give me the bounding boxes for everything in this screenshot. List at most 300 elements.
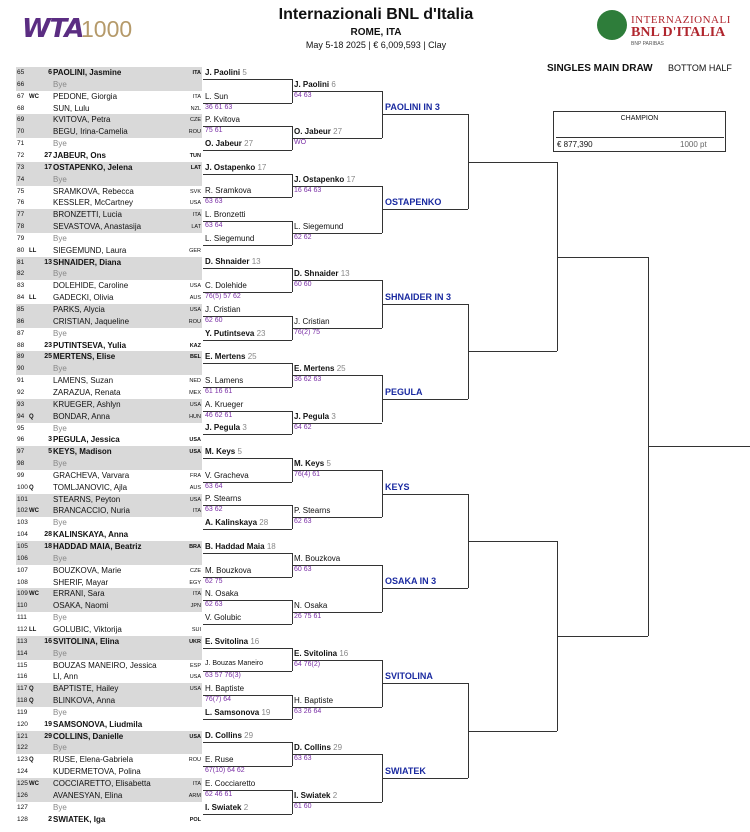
seed-number: 13 (44, 258, 52, 266)
bracket-line (292, 423, 382, 424)
draw-entry-row[interactable] (16, 233, 202, 245)
bracket-line (292, 280, 382, 281)
draw-entry-row[interactable] (16, 79, 202, 91)
draw-entry-row[interactable] (16, 671, 202, 683)
draw-entry-row[interactable] (16, 292, 202, 304)
round1-winner[interactable] (205, 186, 251, 195)
draw-position: 116 (17, 673, 28, 681)
draw-entry-row[interactable] (16, 316, 202, 328)
bracket-line (382, 778, 468, 779)
draw-position: 101 (17, 495, 28, 503)
draw-entry-row[interactable] (16, 280, 202, 292)
player-name: Bye (53, 518, 67, 528)
player-name: R. Sramkova (205, 186, 252, 196)
seed-number: 25 (44, 353, 52, 361)
tournament-logo-text: INTERNAZIONALI (631, 14, 731, 26)
draw-entry-row[interactable] (16, 612, 202, 624)
player-name: Bye (53, 423, 67, 433)
round2-winner[interactable] (294, 269, 350, 278)
player-name: L. Bronzetti (205, 210, 246, 220)
draw-entry-row[interactable] (16, 245, 202, 257)
country-code: ITA (192, 591, 201, 598)
bracket-line (292, 375, 382, 376)
draw-entry-row[interactable] (16, 754, 202, 766)
draw-position: 110 (17, 602, 28, 610)
bracket-line (382, 304, 468, 305)
draw-position: 126 (17, 791, 28, 799)
draw-entry-row[interactable] (16, 541, 202, 553)
seed-number: 29 (244, 731, 254, 741)
draw-position: 127 (17, 803, 28, 811)
draw-entry-row[interactable] (16, 340, 202, 352)
round1-winner[interactable] (205, 779, 255, 788)
seed-number: 6 (331, 79, 336, 89)
draw-entry-row[interactable] (16, 103, 202, 115)
bracket-line (203, 221, 292, 222)
draw-entry-row[interactable] (16, 257, 202, 269)
round1-winner[interactable] (205, 257, 261, 266)
draw-entry-row[interactable] (16, 707, 202, 719)
seed-number: 13 (340, 269, 350, 279)
player-name: O. Jabeur (294, 127, 331, 137)
player-name: ZARAZUA, Renata (53, 387, 121, 397)
player-name: SVITOLINA, Elina (53, 636, 120, 646)
round1-winner[interactable] (205, 755, 233, 764)
round1-winner[interactable] (205, 210, 245, 219)
bracket-line (203, 387, 292, 388)
draw-type-label: SINGLES MAIN DRAW (547, 63, 653, 74)
country-code: BEL (190, 354, 201, 361)
player-name: BONDAR, Anna (53, 411, 110, 421)
draw-position: 73 (17, 163, 25, 171)
round1-winner[interactable] (205, 660, 263, 667)
round2-winner[interactable] (294, 601, 327, 610)
round3-winner[interactable]: SVITOLINA (385, 671, 433, 682)
draw-entry-row[interactable] (16, 577, 202, 589)
player-name: Bye (53, 174, 67, 184)
draw-position: 79 (17, 234, 25, 242)
match-score: 63 63 (294, 755, 312, 763)
player-name: Bye (53, 79, 67, 89)
round1-winner[interactable] (205, 708, 270, 717)
bracket-line (292, 802, 382, 803)
draw-entry-row[interactable] (16, 505, 202, 517)
country-code: NED (189, 378, 201, 385)
draw-entry-row[interactable] (16, 636, 202, 648)
player-name: V. Golubic (205, 612, 242, 622)
draw-position: 65 (17, 69, 25, 76)
round1-winner[interactable] (205, 115, 240, 124)
bracket-line (203, 482, 292, 483)
seed-number: 16 (250, 636, 260, 646)
seed-number: 17 (44, 163, 52, 171)
draw-entry-row[interactable] (16, 328, 202, 340)
player-name: M. Keys (205, 447, 236, 457)
round3-winner[interactable]: SHNAIDER IN 3 (385, 292, 452, 302)
entry-type: LL (29, 626, 37, 633)
country-code: AUS (189, 484, 201, 491)
round2-winner[interactable] (294, 80, 336, 89)
country-code: HUN (189, 413, 201, 420)
draw-entry-row[interactable] (16, 197, 202, 209)
bracket-line (203, 814, 292, 815)
seed-number: 3 (48, 436, 52, 444)
draw-position: 76 (17, 199, 25, 207)
round1-winner[interactable] (205, 447, 242, 456)
seed-number: 27 (244, 138, 254, 148)
round3-winner[interactable]: KEYS (385, 481, 410, 492)
country-code: AUS (189, 295, 201, 302)
player-name: D. Shnaider (294, 269, 339, 279)
round2-winner[interactable] (294, 743, 342, 752)
round2-winner[interactable] (294, 412, 336, 421)
draw-entry-row[interactable] (16, 399, 202, 411)
draw-position: 111 (17, 614, 27, 622)
bracket-line (557, 636, 648, 637)
country-code: USA (189, 437, 201, 444)
match-score: 64 76(2) (294, 660, 321, 668)
draw-entry-row[interactable] (16, 221, 202, 233)
match-score: 62 62 (294, 233, 312, 241)
seed-number: 27 (44, 151, 52, 159)
draw-entry-row[interactable] (16, 458, 202, 470)
round2-winner[interactable] (294, 459, 331, 468)
tournament-logo-emblem (597, 10, 627, 40)
draw-entry-row[interactable] (16, 731, 202, 743)
draw-entry-row[interactable] (16, 375, 202, 387)
player-name: DOLEHIDE, Caroline (53, 281, 129, 291)
player-name: J. Pegula (205, 423, 241, 433)
country-code: LAT (191, 224, 201, 231)
player-name: SUN, Lulu (53, 103, 90, 113)
draw-entry-row[interactable] (16, 209, 202, 221)
country-code: USA (189, 200, 201, 207)
draw-entry-row[interactable] (16, 778, 202, 790)
draw-position: 66 (17, 80, 25, 88)
seed-number: 18 (44, 543, 52, 550)
player-name: Bye (53, 802, 67, 812)
round1-winner[interactable] (205, 400, 243, 409)
match-score: 75 61 (205, 127, 223, 135)
draw-entry-row[interactable] (16, 162, 202, 174)
bracket-line (292, 754, 382, 755)
player-name: J. Cristian (294, 316, 330, 326)
round1-winner[interactable] (205, 234, 254, 243)
seed-number: 18 (266, 541, 276, 551)
country-code: USA (189, 307, 201, 313)
player-name: LAMENS, Suzan (53, 376, 114, 386)
round1-winner[interactable] (205, 589, 238, 598)
draw-entry-row[interactable] (16, 494, 202, 506)
draw-entry-row[interactable] (16, 624, 202, 636)
seed-number: 19 (261, 707, 271, 717)
player-name: SRAMKOVA, Rebecca (53, 186, 134, 196)
round1-winner[interactable] (205, 731, 253, 740)
draw-entry-row[interactable] (16, 553, 202, 565)
round2-winner[interactable] (294, 364, 346, 373)
bracket-line (292, 612, 382, 613)
draw-entry-row[interactable] (16, 719, 202, 731)
round1-winner[interactable] (205, 352, 257, 361)
bracket-line (203, 316, 292, 317)
bracket-line (203, 577, 292, 578)
draw-entry-row[interactable] (16, 766, 202, 778)
round1-winner[interactable] (205, 163, 266, 172)
draw-position: 128 (17, 815, 28, 823)
player-name: SEVASTOVA, Anastasija (53, 222, 142, 232)
draw-entry-row[interactable] (16, 482, 202, 494)
draw-entry-row[interactable] (16, 186, 202, 198)
bracket-line (203, 505, 292, 506)
player-name: COLLINS, Danielle (53, 731, 124, 741)
player-name: Bye (53, 139, 67, 149)
draw-entry-row[interactable] (16, 114, 202, 126)
round1-winner[interactable] (205, 305, 241, 314)
draw-entry-row[interactable] (16, 174, 202, 186)
draw-entry-row[interactable] (16, 790, 202, 802)
player-name: C. Dolehide (205, 281, 247, 291)
seed-number: 25 (336, 364, 346, 374)
draw-entry-row[interactable] (16, 91, 202, 103)
country-code: USA (189, 496, 201, 503)
bracket-line (203, 292, 292, 293)
match-score: 76(2) 75 (294, 328, 321, 336)
round2-winner[interactable] (294, 554, 340, 563)
round2-winner[interactable] (294, 696, 333, 705)
round1-winner[interactable] (205, 803, 248, 812)
draw-position: 74 (17, 175, 25, 183)
round2-winner[interactable] (294, 317, 330, 326)
draw-entry-row[interactable] (16, 434, 202, 446)
player-name: BRANCACCIO, Nuria (53, 506, 130, 516)
player-name: PAOLINI, Jasmine (53, 68, 122, 77)
seed-number: 29 (333, 743, 343, 753)
seed-number: 5 (48, 448, 52, 456)
draw-entry-row[interactable] (16, 695, 202, 707)
tournament-info: May 5-18 2025 | € 6,009,593 | Clay (305, 40, 447, 50)
round1-winner[interactable] (205, 494, 241, 503)
player-name: A. Krueger (205, 399, 244, 409)
bracket-line (203, 174, 292, 175)
draw-position: 70 (17, 128, 25, 136)
bracket-line (203, 126, 292, 127)
draw-position: 120 (17, 720, 28, 728)
player-name: KESSLER, McCartney (53, 198, 134, 208)
draw-entry-row[interactable] (16, 351, 202, 363)
player-name: Bye (53, 364, 67, 374)
round1-winner[interactable] (205, 518, 268, 527)
draw-entry-row[interactable] (16, 529, 202, 541)
draw-position: 119 (17, 708, 28, 716)
round2-winner[interactable] (294, 175, 355, 184)
player-name: GRACHEVA, Varvara (53, 470, 130, 480)
player-name: J. Paolini (205, 67, 241, 77)
player-name: N. Osaka (205, 589, 239, 599)
country-code: ARM (188, 792, 201, 799)
draw-entry-row[interactable] (16, 304, 202, 316)
match-score: 63 62 (205, 506, 223, 514)
match-score: 76(5) 57 62 (205, 293, 241, 301)
round2-winner[interactable] (294, 222, 343, 231)
draw-entry-row[interactable] (16, 150, 202, 162)
entry-type: Q (29, 413, 34, 420)
country-code: ITA (192, 212, 201, 219)
player-name: BRONZETTI, Lucia (53, 210, 122, 220)
player-name: J. Cristian (205, 304, 241, 314)
draw-position: 104 (17, 531, 28, 539)
round1-winner[interactable] (205, 684, 244, 693)
round1-winner[interactable] (205, 613, 241, 622)
round2-winner[interactable] (294, 791, 337, 800)
match-score: 64 63 (294, 91, 312, 99)
country-code: ROU (188, 318, 201, 325)
country-code: CZE (190, 117, 201, 124)
player-name: V. Gracheva (205, 470, 249, 480)
draw-entry-row[interactable] (16, 268, 202, 280)
country-code: UKR (189, 638, 201, 645)
bracket-line (382, 588, 468, 589)
country-code: USA (189, 686, 201, 693)
round1-winner[interactable] (205, 542, 276, 551)
match-score: 63 26 64 (294, 707, 322, 715)
round1-winner[interactable] (205, 329, 266, 338)
bracket-line (203, 695, 292, 696)
draw-entry-row[interactable] (16, 648, 202, 660)
player-name: E. Cocciaretto (205, 778, 256, 788)
seed-number: 23 (256, 328, 266, 338)
draw-position: 68 (17, 104, 25, 112)
entry-type: Q (29, 757, 34, 764)
round1-winner[interactable] (205, 423, 247, 432)
player-name: J. Pegula (294, 411, 330, 421)
player-name: Bye (53, 613, 67, 623)
round3-winner[interactable]: OSTAPENKO (385, 197, 442, 208)
entry-type: WC (29, 93, 39, 100)
seed-number: 28 (44, 531, 52, 539)
draw-entry-row[interactable] (16, 742, 202, 754)
draw-entry-row[interactable] (16, 387, 202, 399)
player-name: Bye (53, 459, 67, 469)
bracket-line (203, 245, 292, 246)
country-code: ITA (192, 781, 201, 787)
seed-number: 6 (48, 69, 52, 76)
round2-winner[interactable] (294, 127, 342, 136)
match-score: 36 61 63 (205, 103, 233, 111)
champion-prize: € 877,390 (557, 140, 593, 149)
player-name: M. Bouzkova (294, 553, 341, 563)
round1-winner[interactable] (205, 637, 259, 646)
match-score: 60 60 (294, 281, 312, 289)
seed-number: 5 (237, 447, 242, 457)
round2-winner[interactable] (294, 649, 348, 658)
bracket-line (203, 268, 292, 269)
champion-label: CHAMPION (620, 115, 659, 122)
match-score: 46 62 61 (205, 411, 233, 419)
player-name: KEYS, Madison (53, 447, 112, 457)
draw-entry-row[interactable] (16, 446, 202, 458)
draw-entry-row[interactable] (16, 814, 202, 826)
bracket-line (203, 363, 292, 364)
draw-entry-row[interactable] (16, 683, 202, 695)
draw-entry-row[interactable] (16, 517, 202, 529)
round1-winner[interactable] (205, 471, 249, 480)
seed-number: 17 (257, 162, 267, 172)
draw-entry-row[interactable] (16, 363, 202, 375)
round2-winner[interactable] (294, 506, 330, 515)
draw-half-label: BOTTOM HALF (668, 63, 732, 73)
draw-entry-row[interactable] (16, 565, 202, 577)
country-code: ITA (192, 70, 201, 76)
player-name: I. Swiatek (205, 802, 242, 812)
draw-entry-row[interactable] (16, 138, 202, 150)
draw-position: 118 (17, 697, 28, 705)
seed-number: 3 (242, 423, 247, 433)
country-code: USA (189, 733, 201, 740)
draw-entry-row[interactable] (16, 67, 202, 79)
draw-entry-row[interactable] (16, 470, 202, 482)
country-code: USA (189, 449, 201, 456)
seed-number: 16 (339, 648, 349, 658)
country-code: CZE (190, 567, 201, 574)
player-name: SHNAIDER, Diana (53, 257, 122, 267)
player-name: Bye (53, 707, 67, 717)
country-code: POL (189, 816, 201, 823)
bracket-line (203, 197, 292, 198)
country-code: FRA (190, 472, 201, 479)
draw-entry-row[interactable] (16, 126, 202, 138)
draw-entry-row[interactable] (16, 660, 202, 672)
round1-winner[interactable] (205, 92, 228, 101)
round3-winner[interactable]: OSAKA IN 3 (385, 576, 437, 587)
entry-type: WC (29, 781, 39, 787)
draw-entry-row[interactable] (16, 423, 202, 435)
round1-winner[interactable] (205, 376, 243, 385)
player-name: STEARNS, Peyton (53, 494, 121, 504)
player-name: KRUEGER, Ashlyn (53, 399, 121, 409)
player-name: M. Bouzkova (205, 565, 252, 575)
player-name: P. Stearns (294, 506, 331, 516)
draw-entry-row[interactable] (16, 802, 202, 814)
player-name: B. Haddad Maia (205, 541, 265, 551)
draw-position: 71 (17, 140, 25, 148)
player-name: L. Sun (205, 91, 229, 101)
draw-position: 90 (17, 365, 25, 373)
player-name: Bye (53, 269, 67, 279)
bracket-line (203, 411, 292, 412)
bracket-line (292, 470, 382, 471)
round3-winner[interactable]: SWIATEK (385, 766, 426, 776)
draw-entry-row[interactable] (16, 600, 202, 612)
player-name: J. Ostapenko (205, 162, 256, 172)
tournament-title: Internazionali BNL d'Italia (278, 6, 474, 23)
round1-winner[interactable] (205, 139, 253, 148)
player-name: H. Baptiste (294, 695, 334, 705)
seed-number: 5 (326, 458, 331, 468)
bracket-line (203, 600, 292, 601)
round1-winner[interactable] (205, 566, 251, 575)
draw-position: 99 (17, 471, 25, 479)
round1-winner[interactable] (205, 281, 247, 290)
draw-position: 98 (17, 460, 25, 468)
round3-winner[interactable]: PEGULA (385, 386, 423, 397)
bracket-line (292, 565, 382, 566)
player-name: KUDERMETOVA, Polina (53, 767, 141, 777)
draw-position: 121 (17, 732, 28, 740)
draw-entry-row[interactable] (16, 588, 202, 600)
draw-entry-row[interactable] (16, 411, 202, 423)
round3-winner[interactable]: PAOLINI IN 3 (385, 102, 440, 113)
round1-winner[interactable] (205, 68, 247, 77)
